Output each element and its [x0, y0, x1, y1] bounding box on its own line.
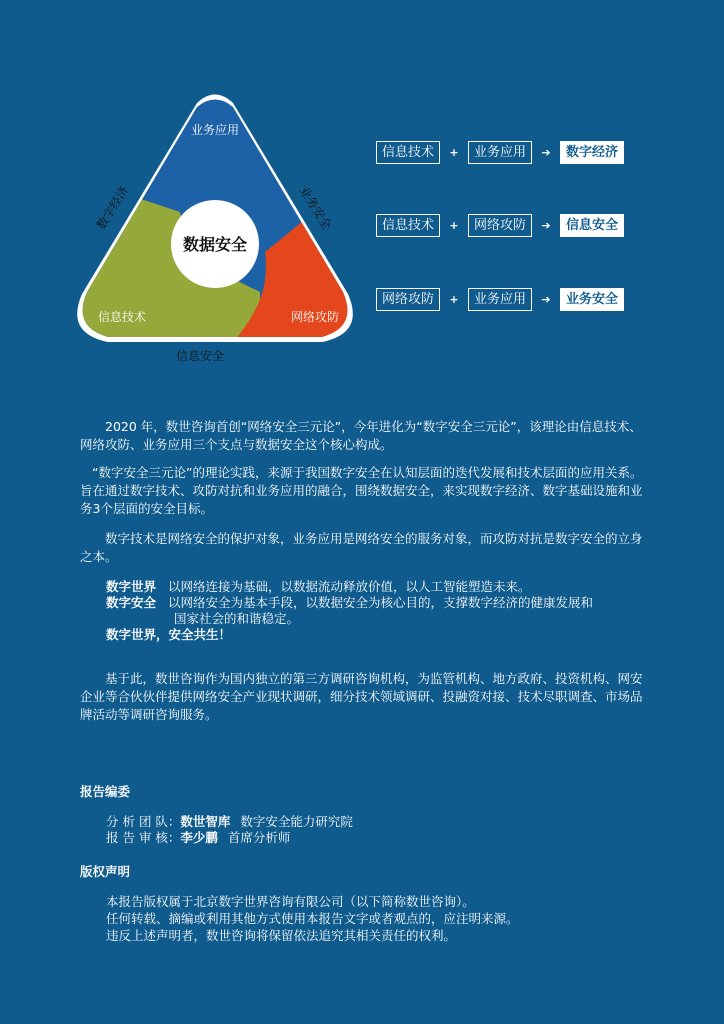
- triad-svg: [60, 92, 370, 372]
- highlight-text: 以网络连接为基础，以数据流动释放价值，以人工智能塑造未来。: [168, 579, 531, 594]
- eq1-result: 数字经济: [560, 141, 624, 164]
- highlight-digital-world: [106, 578, 531, 595]
- copyright-line-2: 任何转载、摘编或利用其他方式使用本报告文字或者观点的，应注明来源。: [106, 911, 519, 926]
- eq2-term-a: 信息技术: [376, 214, 440, 237]
- plus-icon: +: [449, 146, 459, 159]
- team-label: 分 析 团 队：: [106, 814, 181, 829]
- copyright-line-1: 本报告版权属于北京数字世界咨询有限公司（以下简称数世咨询）。: [106, 894, 475, 909]
- review-desc: 首席分析师: [227, 830, 291, 845]
- team-line: [106, 813, 353, 830]
- team-desc: 数字安全能力研究院: [240, 814, 353, 829]
- equation-row-2: [376, 214, 624, 237]
- plus-icon: +: [449, 219, 459, 232]
- edge-left-label: 数字经济: [93, 183, 132, 232]
- report-heading: 报告编委: [80, 784, 131, 799]
- eq3-term-b: 业务应用: [468, 288, 532, 311]
- review-line: [106, 829, 290, 846]
- paragraph-objects: 数字技术是网络安全的保护对象，业务应用是网络安全的服务对象，而攻防对抗是数字安全的立身之本。: [80, 531, 643, 564]
- highlight-text: 以网络安全为基本手段，以数据安全为核心目的，支撑数字经济的健康发展和: [168, 595, 594, 610]
- plus-icon: +: [449, 293, 459, 306]
- left-label: 信息技术: [97, 310, 147, 324]
- eq1-term-b: 业务应用: [468, 141, 532, 164]
- arrow-right-icon: ➔: [541, 146, 551, 159]
- team-name: 数世智库: [180, 814, 231, 829]
- slogan: 数字世界，安全共生！: [106, 627, 232, 642]
- eq1-term-a: 信息技术: [376, 141, 440, 164]
- copyright-line-3: 违反上述声明者，数世咨询将保留依法追究其相关责任的权利。: [106, 928, 457, 943]
- paragraph-practice: “数字安全三元论”的理论实践，来源于我国数字安全在认知层面的迭代发展和技术层面的应用关系。旨在通过数字技术、攻防对抗和业务应用的融合，围绕数据安全，来实现数字经济、数字基础设施和业务3个层面的安全目标。: [80, 465, 643, 516]
- eq2-term-b: 网络攻防: [468, 214, 532, 237]
- edge-bottom-label: 信息安全: [175, 349, 225, 363]
- highlight-label: 数字安全: [106, 595, 157, 610]
- security-triad-diagram: [60, 92, 370, 372]
- review-name: 李少鹏: [180, 830, 218, 845]
- highlight-continuation: 国家社会的和谐稳定。: [174, 611, 300, 626]
- highlight-digital-security: [106, 594, 593, 611]
- highlight-label: 数字世界: [106, 579, 157, 594]
- center-label: 数据安全: [182, 235, 248, 254]
- arrow-right-icon: ➔: [541, 219, 551, 232]
- paragraph-intro: 2020 年，数世咨询首创“网络安全三元论”，今年进化为“数字安全三元论”，该理论由信息技术、网络攻防、业务应用三个支点与数据安全这个核心构成。: [80, 419, 642, 452]
- copyright-heading: 版权声明: [80, 864, 131, 879]
- arrow-right-icon: ➔: [541, 293, 551, 306]
- eq3-term-a: 网络攻防: [376, 288, 440, 311]
- eq3-result: 业务安全: [560, 288, 624, 311]
- right-label: 网络攻防: [290, 310, 340, 324]
- equation-row-1: [376, 141, 624, 164]
- review-label: 报 告 审 核：: [106, 830, 181, 845]
- paragraph-services: 基于此，数世咨询作为国内独立的第三方调研咨询机构，为监管机构、地方政府、投资机构、网安企业等合伙伙伴提供网络安全产业现状调研，细分技术领域调研、投融资对接、技术尽职调查、市场品牌活动等调研咨询服务。: [80, 671, 643, 722]
- edge-right-label: 业务安全: [296, 183, 335, 232]
- eq2-result: 信息安全: [560, 214, 624, 237]
- equation-row-3: [376, 288, 624, 311]
- top-label: 业务应用: [190, 123, 240, 137]
